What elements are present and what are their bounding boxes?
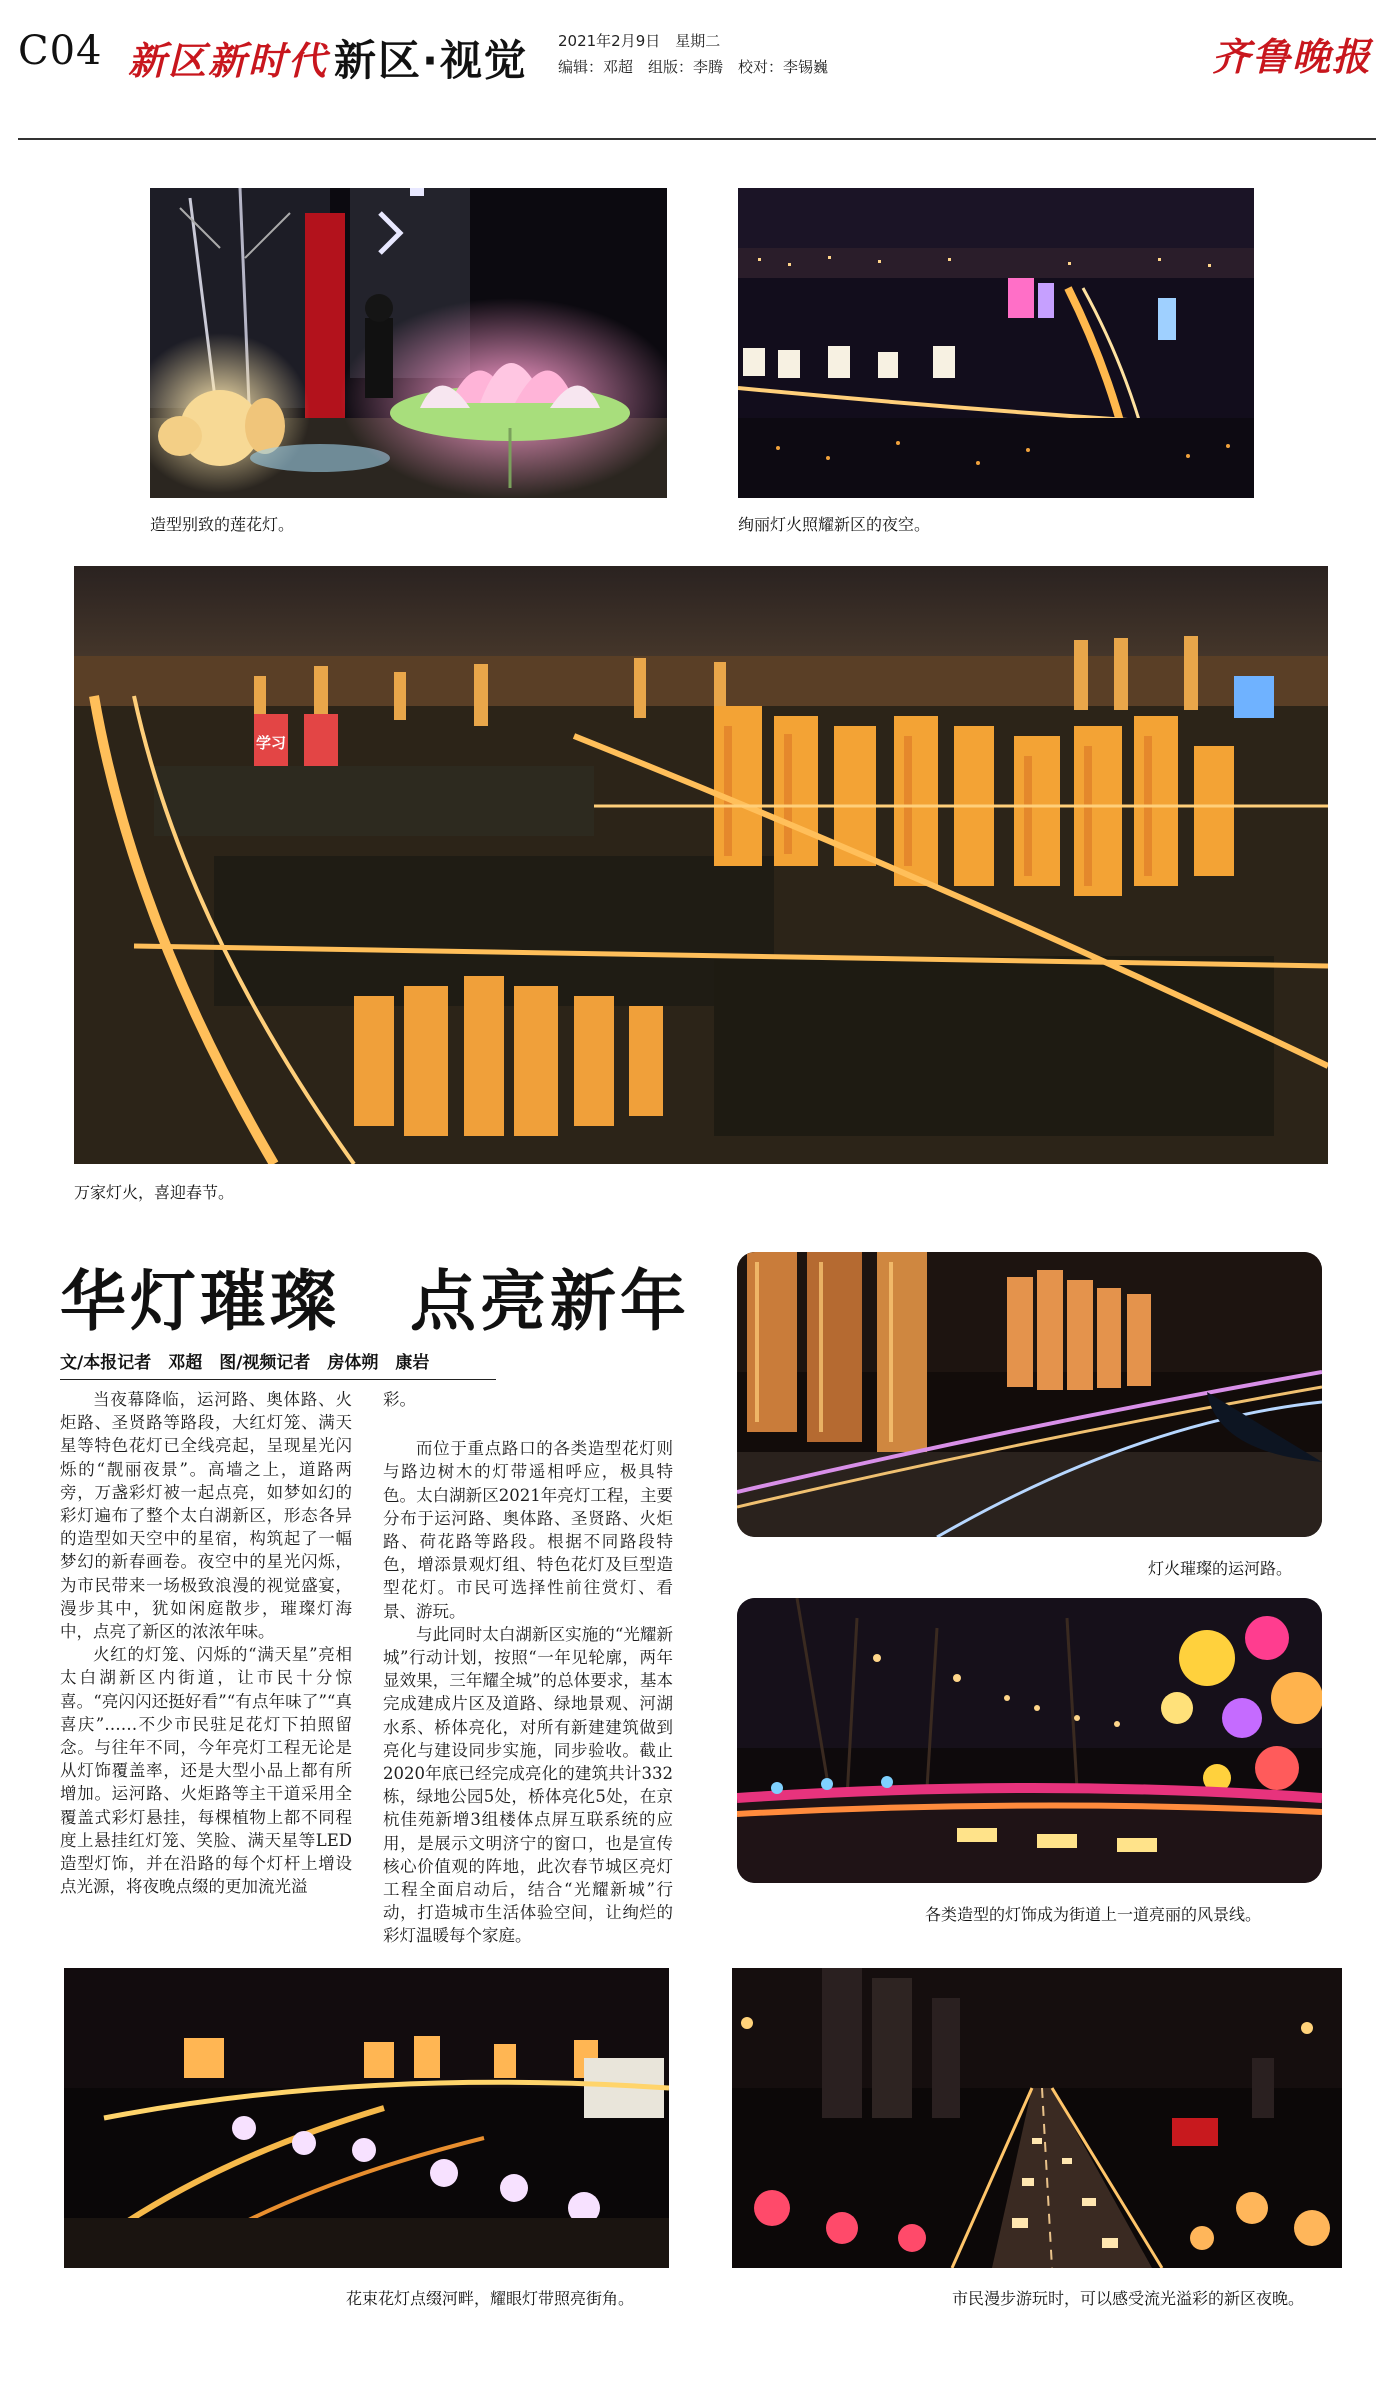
canal-road-photo [737,1252,1322,1537]
city-night-photo [738,188,1254,498]
article-column-1 [60,1388,352,1898]
photo-caption: 绚丽灯火照耀新区的夜空。 [738,515,931,534]
river-lights-photo [64,1968,669,2268]
article-paragraph-tail: 彩。 [383,1390,416,1409]
panorama-photo [74,566,1328,1164]
newspaper-logo: 齐鲁晚报 [1211,34,1372,79]
street-lights-photo [737,1598,1322,1883]
photo-caption: 万家灯火，喜迎春节。 [74,1183,235,1202]
article-column-2 [383,1388,673,1948]
article-paragraph: 火红的灯笼、闪烁的“满天星”亮相太白湖新区内街道，让市民十分惊喜。“亮闪闪还挺好看”“有点年味了”“真喜庆”……不少市民驻足花灯下拍照留念。与往年不同，今年亮灯工程无论是从灯饰覆盖率，还是大型小品上都有所增加。运河路、火炬路等主干道采用全覆盖式彩灯悬挂，每棵植物上都不同程度上悬挂红灯笼、笑脸、满天星等LED造型灯饰，并在沿路的每个灯杆上增设点光源，将夜晚点缀的更加流光溢 [60,1645,352,1897]
lotus-lantern-photo [150,188,667,498]
column-logo: 新区新时代 [128,38,329,83]
article-headline: 华灯璀璨 点亮新年 [60,1263,690,1340]
article-paragraph: 而位于重点路口的各类造型花灯则与路边树木的灯带遥相呼应，极具特色。太白湖新区2021年亮灯工程，主要分布于运河路、奥体路、圣贤路、火炬路、荷花路等路段。根据不同路段特色，增添景观灯组、特色花灯及巨型造型花灯。市民可选择性前往赏灯、看景、游玩。 [383,1439,673,1621]
photo-caption: 市民漫步游玩时，可以感受流光溢彩的新区夜晚。 [952,2289,1305,2308]
photo-caption: 灯火璀璨的运河路。 [1148,1559,1293,1578]
panorama-sign-text: 学习 [255,734,287,752]
article-paragraph: 当夜幕降临，运河路、奥体路、火炬路、圣贤路等路段，大红灯笼、满天星等特色花灯已全线亮起，呈现星光闪烁的“靓丽夜景”。高墙之上，道路两旁，万盏彩灯被一起点亮，如梦如幻的彩灯遍布了整个太白湖新区，形态各异的造型如天空中的星宿，构筑起了一幅梦幻的新春画卷。夜空中的星光闪烁，为市民带来一场极致浪漫的视觉盛宴，漫步其中，犹如闲庭散步，璀璨灯海中，点亮了新区的浓浓年味。 [60,1390,352,1642]
avenue-photo [732,1968,1342,2268]
photo-caption: 花束花灯点缀河畔，耀眼灯带照亮街角。 [346,2289,635,2308]
photo-caption: 各类造型的灯饰成为街道上一道亮丽的风景线。 [925,1905,1262,1924]
page-number: C04 [18,28,103,74]
section-title: 新区·视觉 [334,36,528,85]
article-paragraph: 与此同时太白湖新区实施的“光耀新城”行动计划，按照“一年见轮廓，两年显效果，三年耀全城”的总体要求，基本完成建成片区及道路、绿地景观、河湖水系、桥体亮化，对所有新建建筑做到亮化与建设同步实施，同步验收。截止2020年底已经完成亮化的建筑共计332栋，绿地公园5处，桥体亮化5处，在京杭佳苑新增3组楼体点屏互联系统的应用，是展示文明济宁的窗口，也是宣传核心价值观的阵地，此次春节城区亮灯工程全面启动后，结合“光耀新城”行动，打造城市生活体验空间，让绚烂的彩灯温暖每个家庭。 [383,1624,673,1946]
date-line: 2021年2月9日 星期二 [558,32,721,50]
header-rule [18,138,1376,140]
article-byline: 文/本报记者 邓超 图/视频记者 房体朔 康岩 [60,1348,496,1380]
editors-line: 编辑：邓超 组版：李腾 校对：李锡巍 [558,58,829,76]
photo-caption: 造型别致的莲花灯。 [150,515,295,534]
